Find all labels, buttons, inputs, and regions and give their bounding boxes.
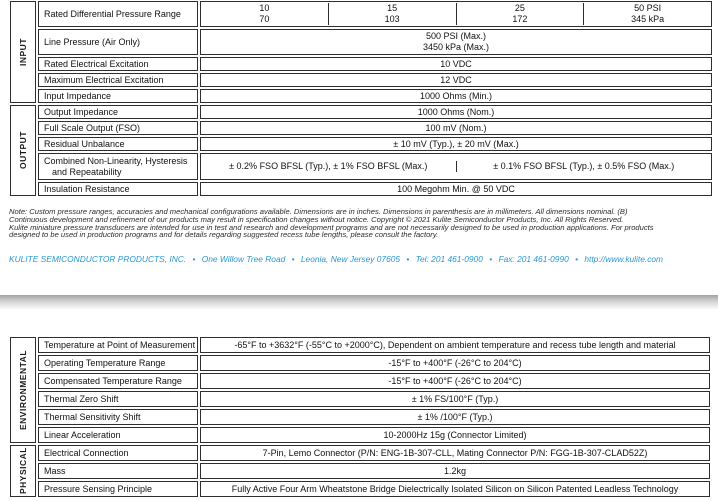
spec-value: 1000 Ohms (Min.) xyxy=(200,89,712,103)
spec-label: Input Impedance xyxy=(38,89,198,103)
value-line-1: 500 PSI (Max.) xyxy=(425,31,487,42)
table-row xyxy=(10,105,712,119)
spec-value: 100 mV (Nom.) xyxy=(200,121,712,135)
spec-value: 10-2000Hz 15g (Connector Limited) xyxy=(200,427,710,443)
note-line: Continuous development and refinement of our products may result in specification changes without notice. Copyright © 2021 Kulite Semiconductor Products, Inc. All Rights Reserved. xyxy=(9,214,624,224)
kpa-value: 103 xyxy=(384,14,400,24)
linearity-left-value: ± 0.2% FSO BFSL (Typ.), ± 1% FSO BFSL (Max.) xyxy=(229,161,428,172)
spec-label: Temperature at Point of Measurement xyxy=(38,337,198,353)
table-row xyxy=(10,391,710,407)
section-divider-bar xyxy=(0,295,718,309)
table-row xyxy=(10,355,710,371)
kpa-value: 345 kPa xyxy=(631,14,665,24)
spec-label: Operating Temperature Range xyxy=(38,355,198,371)
value-line-2: 3450 kPa (Max.) xyxy=(422,42,490,52)
bullet-separator: • xyxy=(575,254,579,264)
note-line: Kulite miniature pressure transducers are intended for use in test and research and development programs and are not necessarily designed to be used in production applications. For products xyxy=(9,222,654,232)
spec-label: Rated Electrical Excitation xyxy=(38,57,198,71)
table-row xyxy=(10,137,712,151)
bullet-separator: • xyxy=(406,254,410,264)
spec-value: 1.2kg xyxy=(200,463,710,479)
fax-number: Fax: 201 461-0990 xyxy=(498,254,569,264)
table-row xyxy=(10,1,712,27)
linearity-value-columns xyxy=(201,161,711,172)
kpa-value: 70 xyxy=(259,14,270,24)
table-row xyxy=(10,409,710,425)
spec-value: 12 VDC xyxy=(200,73,712,87)
spec-label: Insulation Resistance xyxy=(38,182,198,196)
table-row xyxy=(10,337,710,353)
input-section-header: INPUT xyxy=(10,1,36,103)
input-output-spec-table xyxy=(8,0,714,198)
table-row xyxy=(10,121,712,135)
spec-value: ± 1% FS/100°F (Typ.) xyxy=(200,391,710,407)
table-row xyxy=(10,463,710,479)
company-footer xyxy=(9,254,718,264)
spec-value: Fully Active Four Arm Wheatstone Bridge Dielectrically Isolated Silicon on Silicon Patented Leadless Technology xyxy=(200,481,710,497)
table-row xyxy=(10,89,712,103)
company-name: KULITE SEMICONDUCTOR PRODUCTS, INC. xyxy=(9,254,187,264)
spec-label xyxy=(38,153,198,180)
pressure-col-1 xyxy=(201,3,328,25)
bullet-separator: • xyxy=(489,254,493,264)
table-row xyxy=(10,481,710,497)
spec-value: -15°F to +400°F (-26°C to 204°C) xyxy=(200,373,710,389)
environmental-section xyxy=(10,337,710,443)
output-section-header: OUTPUT xyxy=(10,105,36,196)
environmental-physical-spec-table xyxy=(8,335,712,499)
table-row xyxy=(10,182,712,196)
footnotes xyxy=(9,208,715,239)
spec-value xyxy=(200,1,712,27)
psi-value: 15 xyxy=(387,3,398,14)
table-row xyxy=(10,73,712,87)
spec-label: Linear Acceleration xyxy=(38,427,198,443)
spec-value: 10 VDC xyxy=(200,57,712,71)
spec-value xyxy=(200,153,712,180)
psi-value: 25 xyxy=(514,3,525,14)
label-line-2: and Repeatability xyxy=(52,166,122,177)
table-row xyxy=(10,153,712,180)
spec-value: -65°F to +3632°F (-55°C to +2000°C), Dependent on ambient temperature and recess tube length and material xyxy=(200,337,710,353)
spec-label: Electrical Connection xyxy=(38,445,198,461)
table-row xyxy=(10,29,712,55)
bullet-separator: • xyxy=(291,254,295,264)
spec-label: Mass xyxy=(38,463,198,479)
physical-section-header: PHYSICAL xyxy=(10,445,36,497)
spec-label: Pressure Sensing Principle xyxy=(38,481,198,497)
website-link[interactable]: http://www.kulite.com xyxy=(584,254,664,264)
spec-label: Compensated Temperature Range xyxy=(38,373,198,389)
spec-value xyxy=(200,29,712,55)
psi-value: 10 xyxy=(259,3,270,14)
physical-section xyxy=(10,445,710,497)
spec-label: Maximum Electrical Excitation xyxy=(38,73,198,87)
spec-value: 100 Megohm Min. @ 50 VDC xyxy=(200,182,712,196)
spec-label: Thermal Zero Shift xyxy=(38,391,198,407)
psi-value: 50 PSI xyxy=(634,3,662,14)
city-address: Leonia, New Jersey 07605 xyxy=(300,254,401,264)
phone-number: Tel: 201 461-0900 xyxy=(415,254,483,264)
table-row xyxy=(10,427,710,443)
pressure-range-columns xyxy=(201,3,711,25)
pressure-col-3 xyxy=(456,3,584,25)
table-row xyxy=(10,373,710,389)
input-section xyxy=(10,1,712,103)
bullet-separator: • xyxy=(192,254,196,264)
spec-label: Rated Differential Pressure Range xyxy=(38,1,198,27)
note-line: Note: Custom pressure ranges, accuracies and mechanical configurations available. Dimensions are in inches. Dimensions in parenthesis are in millimeters. All dimensions nominal. (B) xyxy=(9,207,628,216)
spec-label: Residual Unbalance xyxy=(38,137,198,151)
spec-value: ± 10 mV (Typ.), ± 20 mV (Max.) xyxy=(200,137,712,151)
environmental-section-header: ENVIRONMENTAL xyxy=(10,337,36,443)
label-line-1: Combined Non-Linearity, Hysteresis xyxy=(44,156,188,167)
spec-label: Full Scale Output (FSO) xyxy=(38,121,198,135)
table-row xyxy=(10,445,710,461)
note-line: designed to be used in production programs and for details regarding suggested recess tube lengths, please consult the factory. xyxy=(9,230,439,240)
spec-value: ± 1% /100°F (Typ.) xyxy=(200,409,710,425)
spec-label: Output Impedance xyxy=(38,105,198,119)
pressure-col-4 xyxy=(583,3,711,25)
table-row xyxy=(10,57,712,71)
linearity-right-value: ± 0.1% FSO BFSL (Typ.), ± 0.5% FSO (Max.) xyxy=(456,161,712,172)
kpa-value: 172 xyxy=(512,14,528,24)
spec-value: 7-Pin, Lemo Connector (P/N: ENG-1B-307-CLL, Mating Connector P/N: FGG-1B-307-CLAD52Z) xyxy=(200,445,710,461)
spec-value: -15°F to +400°F (-26°C to 204°C) xyxy=(200,355,710,371)
spec-label: Thermal Sensitivity Shift xyxy=(38,409,198,425)
spec-value: 1000 Ohms (Nom.) xyxy=(200,105,712,119)
street-address: One Willow Tree Road xyxy=(201,254,286,264)
output-section xyxy=(10,105,712,196)
pressure-col-2 xyxy=(328,3,456,25)
spec-label: Line Pressure (Air Only) xyxy=(38,29,198,55)
